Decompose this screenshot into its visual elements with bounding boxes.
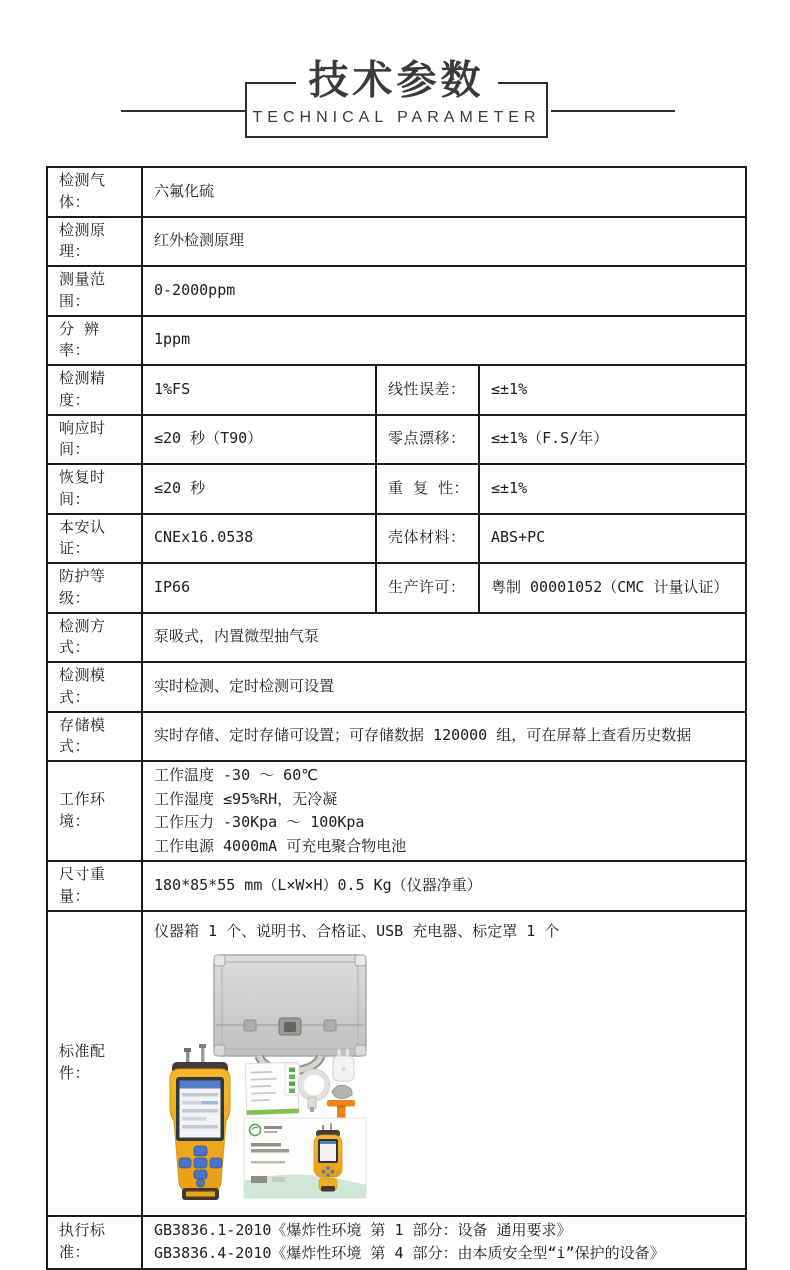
header-right-line bbox=[551, 110, 675, 112]
row-label: 测量范围： bbox=[47, 266, 142, 316]
table-row bbox=[47, 167, 746, 217]
row-value bbox=[142, 761, 746, 861]
spec-table bbox=[46, 166, 747, 1270]
table-row bbox=[47, 712, 746, 762]
table-row bbox=[47, 613, 746, 663]
env-line: 工作电源 4000mA 可充电聚合物电池 bbox=[154, 836, 407, 855]
row-value-2: ABS+PC bbox=[479, 514, 746, 564]
standard-line: GB3836.4-2010《爆炸性环境 第 4 部分：由本质安全型“i”保护的设备》 bbox=[154, 1244, 665, 1262]
row-value-2: 粤制 00001052（CMC 计量认证） bbox=[479, 563, 746, 613]
accessories-text: 仪器箱 1 个、说明书、合格证、USB 充电器、标定罩 1 个 bbox=[154, 921, 560, 940]
row-value: 180*85*55 mm（L×W×H）0.5 Kg（仪器净重） bbox=[142, 861, 746, 911]
row-label: 存储模式： bbox=[47, 712, 142, 762]
row-label-2: 线性误差： bbox=[376, 365, 479, 415]
table-row bbox=[47, 861, 746, 911]
row-value: IP66 bbox=[142, 563, 376, 613]
table-row bbox=[47, 365, 746, 415]
header-left-line bbox=[121, 110, 245, 112]
env-line: 工作压力 -30Kpa ～ 100Kpa bbox=[154, 813, 365, 831]
row-label: 检测气体： bbox=[47, 167, 142, 217]
table-row bbox=[47, 266, 746, 316]
row-value-2: ≤±1% bbox=[479, 365, 746, 415]
env-line: 工作湿度 ≤95%RH，无冷凝 bbox=[154, 789, 338, 808]
row-label: 响应时间： bbox=[47, 415, 142, 465]
table-row bbox=[47, 563, 746, 613]
usb-cable-illustration bbox=[298, 1069, 330, 1112]
product-kit-photo bbox=[156, 950, 739, 1200]
title-box bbox=[245, 58, 548, 138]
carry-case-illustration bbox=[214, 955, 366, 1071]
row-value: 1%FS bbox=[142, 365, 376, 415]
standard-line: GB3836.1-2010《爆炸性环境 第 1 部分：设备 通用要求》 bbox=[154, 1220, 572, 1239]
product-sheet-illustration bbox=[244, 1118, 366, 1198]
gas-detector-illustration bbox=[170, 1044, 230, 1200]
row-label: 工作环境： bbox=[47, 761, 142, 861]
env-line: 工作温度 -30 ～ 60℃ bbox=[154, 766, 319, 784]
row-label-2: 壳体材料： bbox=[376, 514, 479, 564]
row-value: ≤20 秒 bbox=[142, 464, 376, 514]
row-value: 实时检测、定时检测可设置 bbox=[142, 662, 746, 712]
row-value: 红外检测原理 bbox=[142, 217, 746, 267]
table-row bbox=[47, 761, 746, 861]
row-value: 泵吸式，内置微型抽气泵 bbox=[142, 613, 746, 663]
calibration-cap-illustration bbox=[327, 1100, 355, 1120]
metal-fitting-illustration bbox=[332, 1085, 352, 1098]
row-value-2: ≤±1% bbox=[479, 464, 746, 514]
row-label: 检测方式： bbox=[47, 613, 142, 663]
row-value bbox=[142, 1216, 746, 1269]
row-label: 分 辨 率： bbox=[47, 316, 142, 366]
row-value: 六氟化硫 bbox=[142, 167, 746, 217]
table-row bbox=[47, 217, 746, 267]
row-value: 0-2000ppm bbox=[142, 266, 746, 316]
row-value bbox=[142, 911, 746, 1216]
row-label: 本安认证： bbox=[47, 514, 142, 564]
row-value: 实时存储、定时存储可设置；可存储数据 120000 组，可在屏幕上查看历史数据 bbox=[142, 712, 746, 762]
row-value: ≤20 秒（T90） bbox=[142, 415, 376, 465]
table-row bbox=[47, 514, 746, 564]
row-label: 尺寸重量： bbox=[47, 861, 142, 911]
row-value-2: ≤±1%（F.S/年） bbox=[479, 415, 746, 465]
row-label: 检测模式： bbox=[47, 662, 142, 712]
row-label-2: 重 复 性： bbox=[376, 464, 479, 514]
table-row bbox=[47, 1216, 746, 1269]
table-row bbox=[47, 662, 746, 712]
table-row bbox=[47, 464, 746, 514]
row-label: 检测原理： bbox=[47, 217, 142, 267]
row-value: 1ppm bbox=[142, 316, 746, 366]
certificate-card-illustration bbox=[285, 1064, 299, 1095]
page-title: 技术参数 bbox=[296, 58, 498, 102]
table-row bbox=[47, 316, 746, 366]
row-label: 标准配件： bbox=[47, 911, 142, 1216]
row-value: CNEx16.0538 bbox=[142, 514, 376, 564]
table-row bbox=[47, 911, 746, 1216]
row-label: 执行标准： bbox=[47, 1216, 142, 1269]
page-subtitle: TECHNICAL PARAMETER bbox=[252, 109, 541, 126]
row-label: 防护等级： bbox=[47, 563, 142, 613]
row-label: 恢复时间： bbox=[47, 464, 142, 514]
row-label-2: 零点漂移： bbox=[376, 415, 479, 465]
table-row bbox=[47, 415, 746, 465]
row-label-2: 生产许可： bbox=[376, 563, 479, 613]
row-label: 检测精度： bbox=[47, 365, 142, 415]
